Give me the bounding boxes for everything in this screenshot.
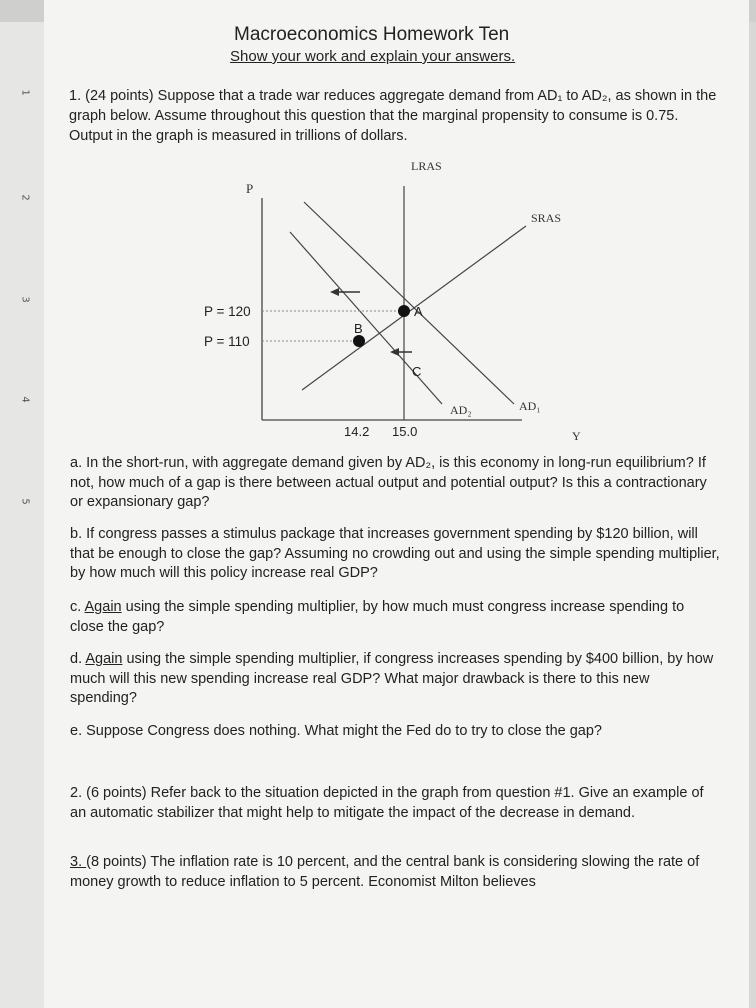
ad2-label: AD₂ bbox=[450, 403, 472, 417]
part-b-text: b. If congress passes a stimulus package that increases government spending by $120 billion, will that be enough to close the gap? Assuming no crowding out and using the simple spending multiplier, by how much will this policy increase real GDP? bbox=[70, 526, 720, 581]
part-c-rest: using the simple spending multiplier, by how much must congress increase spending to close the gap? bbox=[70, 599, 685, 635]
shift-arrow-bottom-head bbox=[390, 348, 399, 356]
part-d-text bbox=[70, 650, 720, 709]
part-d-spellcheck-word[interactable]: Again bbox=[85, 651, 123, 667]
part-e-text: e. Suppose Congress does nothing. What might the Fed do to try to close the gap? bbox=[70, 723, 602, 739]
sras-label: SRAS bbox=[531, 211, 562, 225]
part-c-text bbox=[70, 598, 720, 637]
ad1-line bbox=[304, 202, 514, 404]
point-a-dot bbox=[398, 305, 410, 317]
shift-arrow-top-head bbox=[330, 288, 339, 296]
part-d-rest: using the simple spending multiplier, if congress increases spending by $400 billion, by how much will this new spending increase real GDP? What major drawback is there to this new spending? bbox=[70, 651, 714, 706]
p-axis-label: P bbox=[246, 181, 254, 196]
y-tick-14-2: 14.2 bbox=[344, 424, 370, 439]
p120-label: P = 120 bbox=[204, 304, 251, 319]
ruler-mark: 4 bbox=[19, 396, 31, 403]
question-1-text: 1. (24 points) Suppose that a trade war reduces aggregate demand from AD₁ to AD₂, as shown in the graph below. Assume throughout this question that the marginal propensity to consume is 0.75. Output in the graph is measured in trillions of dollars. bbox=[69, 88, 717, 144]
document-page[interactable] bbox=[44, 0, 749, 1008]
part-a-text: a. In the short-run, with aggregate demand given by AD₂, is this economy in long-run equilibrium? If not, how much of a gap is there between actual output and potential output? Is this a contractionary or expansionary gap? bbox=[70, 455, 707, 510]
ruler-mark: 3 bbox=[19, 296, 31, 303]
point-a-label: A bbox=[414, 304, 423, 319]
question-3-number: 3. bbox=[70, 854, 87, 870]
part-c-prefix: c. bbox=[70, 599, 85, 615]
part-d-prefix: d. bbox=[70, 651, 86, 667]
vertical-ruler bbox=[0, 22, 45, 1008]
lras-label: LRAS bbox=[411, 159, 442, 173]
ruler-mark: 5 bbox=[19, 498, 31, 505]
question-3-body: (8 points) The inflation rate is 10 percent, and the central bank is considering slowing the rate of money growth to reduce inflation to 5 percent. Economist Milton believes bbox=[70, 854, 700, 890]
point-b-dot bbox=[353, 335, 365, 347]
page-title: Macroeconomics Homework Ten bbox=[234, 24, 510, 45]
ruler-mark: 2 bbox=[19, 194, 31, 201]
y-tick-15-0: 15.0 bbox=[392, 424, 418, 439]
p110-label: P = 110 bbox=[204, 334, 250, 349]
point-b-label: B bbox=[354, 321, 363, 336]
ruler-mark: 1 bbox=[19, 89, 31, 96]
question-2-text: 2. (6 points) Refer back to the situation depicted in the graph from question #1. Give an example of an automatic stabilizer that might help to mitigate the impact of the decrease in demand. bbox=[70, 785, 704, 821]
y-axis-label: Y bbox=[572, 429, 581, 443]
point-c-label: C bbox=[412, 364, 422, 379]
ad1-label: AD₁ bbox=[519, 399, 541, 413]
page-subtitle: Show your work and explain your answers. bbox=[230, 48, 516, 65]
part-c-spellcheck-word[interactable]: Again bbox=[84, 599, 122, 615]
question-3-text bbox=[70, 853, 720, 892]
